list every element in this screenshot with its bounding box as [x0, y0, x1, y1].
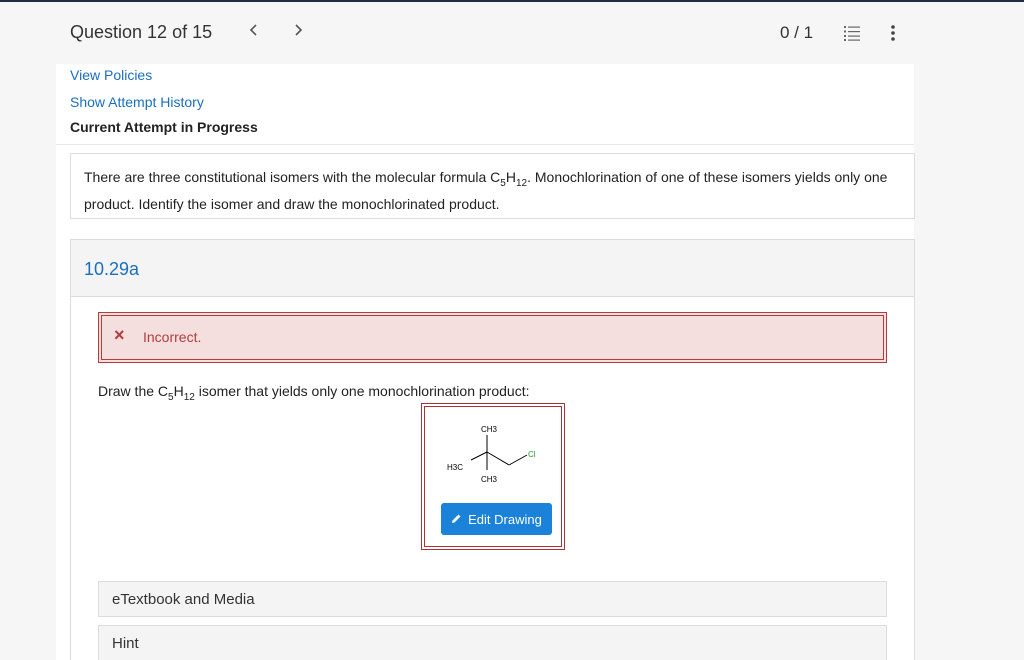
structure-drawing [421, 403, 565, 550]
incorrect-alert [98, 312, 887, 363]
methyl-left-label: H3C [447, 463, 464, 472]
question-text: There are three constitutional isomers with the molecular formula $C_5H_{12}$. Monochlorination of one of these isomers yields only one product. Identify the isomer and draw the monochlorinated product. [70, 153, 915, 219]
methyl-top-label: CH3 [481, 425, 498, 434]
question-part [70, 239, 915, 660]
drawing-frame [424, 406, 562, 547]
part-header [71, 240, 914, 297]
close-icon: × [114, 325, 125, 345]
hint-accordion[interactable] [98, 625, 887, 660]
attempt-status: Current Attempt in Progress [70, 119, 258, 135]
question-panel [56, 64, 914, 660]
molecule-structure [425, 407, 561, 497]
edit-drawing-label: Edit Drawing [468, 511, 542, 527]
chevron-right-icon[interactable] [292, 21, 304, 42]
edit-drawing-button[interactable] [441, 503, 552, 535]
more-vertical-icon[interactable] [889, 24, 897, 47]
part-title: 10.29a [84, 259, 140, 279]
pencil-icon [451, 512, 462, 527]
hint-label: Hint [112, 635, 139, 652]
chlorine-label: Cl [528, 450, 536, 459]
score-display: 0 / 1 [780, 23, 814, 42]
divider [56, 144, 914, 145]
view-policies-link[interactable]: View Policies [70, 67, 153, 83]
etextbook-label: eTextbook and Media [112, 591, 255, 608]
part-prompt: Draw the $C_5H_{12}$ isomer that yields only one monochlorination product: [98, 383, 530, 403]
list-icon[interactable] [843, 24, 861, 47]
alert-message: Incorrect. [143, 329, 202, 345]
methyl-bottom-label: CH3 [481, 475, 498, 484]
attempt-history-link[interactable]: Show Attempt History [70, 94, 204, 110]
question-counter: Question 12 of 15 [70, 22, 213, 42]
question-header [0, 2, 1024, 64]
etextbook-accordion[interactable] [98, 581, 887, 617]
chevron-left-icon[interactable] [248, 21, 260, 42]
